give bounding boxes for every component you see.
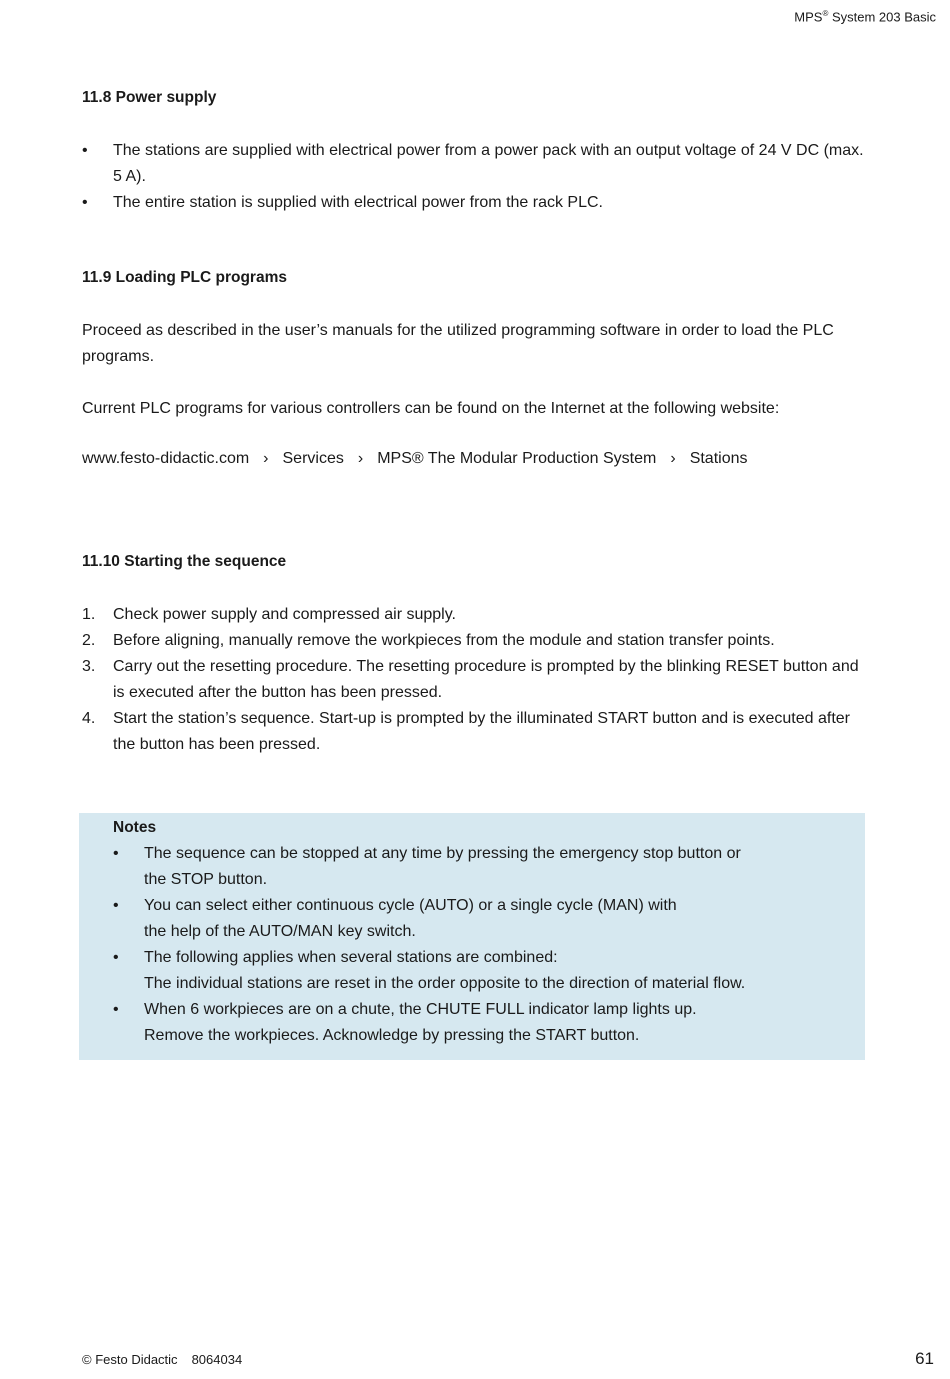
- note-line: You can select either continuous cycle (AUTO) or a single cycle (MAN) with: [144, 897, 677, 914]
- page-number: 61: [915, 1349, 934, 1368]
- list-item: [113, 997, 833, 1049]
- bullet-icon: •: [113, 949, 119, 966]
- notes-title: Notes: [113, 819, 157, 836]
- breadcrumb-item-stations: Stations: [689, 450, 748, 467]
- website-breadcrumb: [82, 450, 748, 468]
- list-item: [82, 602, 872, 628]
- list-item: [82, 706, 872, 758]
- step-text: Start the station’s sequence. Start-up is prompted by the illuminated START button and is executed after the button has been pressed.: [113, 710, 851, 753]
- bullet-text: The entire station is supplied with electrical power from the rack PLC.: [113, 194, 603, 211]
- list-item: [82, 138, 872, 190]
- step-text: Carry out the resetting procedure. The resetting procedure is prompted by the blinking RESET button and is executed after the button has been pressed.: [113, 658, 859, 701]
- list-item: [113, 893, 833, 945]
- section-heading-power-supply: 11.8 Power supply: [82, 89, 217, 106]
- running-header: [794, 9, 936, 24]
- list-item: [113, 945, 833, 997]
- step-number: 4.: [82, 710, 96, 727]
- list-item: [82, 190, 872, 216]
- note-line: The sequence can be stopped at any time by pressing the emergency stop button or: [144, 845, 741, 862]
- step-number: 2.: [82, 632, 96, 649]
- list-item: [113, 841, 833, 893]
- step-number: 3.: [82, 658, 96, 675]
- note-line: Remove the workpieces. Acknowledge by pressing the START button.: [144, 1027, 640, 1044]
- chevron-right-icon: ›: [263, 450, 269, 467]
- footer-info: [82, 1352, 242, 1367]
- loading-paragraph-1: Proceed as described in the user’s manuals for the utilized programming software in order to load the PLC programs.: [82, 322, 834, 365]
- header-title-suffix: System 203 Basic: [828, 9, 936, 25]
- loading-paragraph-2: Current PLC programs for various controllers can be found on the Internet at the following website:: [82, 400, 780, 417]
- bullet-icon: •: [113, 897, 119, 914]
- chevron-right-icon: ›: [670, 450, 676, 467]
- bullet-text: The stations are supplied with electrical power from a power pack with an output voltage of 24 V DC (max. 5 A).: [113, 142, 864, 185]
- note-line: The following applies when several stations are combined:: [144, 949, 558, 966]
- note-line: the help of the AUTO/MAN key switch.: [144, 923, 416, 940]
- section-heading-starting-sequence: 11.10 Starting the sequence: [82, 553, 287, 570]
- header-title-prefix: MPS: [794, 9, 823, 25]
- bullet-icon: •: [82, 142, 88, 159]
- bullet-icon: •: [113, 1001, 119, 1018]
- footer-copyright: © Festo Didactic: [82, 1352, 178, 1367]
- notes-list: [113, 841, 833, 1049]
- note-line: When 6 workpieces are on a chute, the CHUTE FULL indicator lamp lights up.: [144, 1001, 697, 1018]
- note-line: The individual stations are reset in the order opposite to the direction of material flow.: [144, 975, 746, 992]
- registered-mark: ®: [822, 9, 829, 18]
- step-number: 1.: [82, 606, 96, 623]
- breadcrumb-item-mps: MPS® The Modular Production System: [377, 450, 657, 467]
- breadcrumb-item-website: www.festo-didactic.com: [82, 450, 250, 467]
- section-heading-loading-plc: 11.9 Loading PLC programs: [82, 269, 287, 286]
- power-supply-bullets: [82, 138, 872, 216]
- bullet-icon: •: [82, 194, 88, 211]
- breadcrumb-item-services: Services: [282, 450, 344, 467]
- step-text: Check power supply and compressed air supply.: [113, 606, 456, 623]
- bullet-icon: •: [113, 845, 119, 862]
- list-item: [82, 654, 872, 706]
- sequence-steps: [82, 602, 872, 758]
- notes-box: [79, 813, 865, 1060]
- note-line: the STOP button.: [144, 871, 268, 888]
- chevron-right-icon: ›: [357, 450, 364, 467]
- step-text: Before aligning, manually remove the workpieces from the module and station transfer points.: [113, 632, 775, 649]
- footer-doc-number: 8064034: [191, 1352, 243, 1367]
- list-item: [82, 628, 872, 654]
